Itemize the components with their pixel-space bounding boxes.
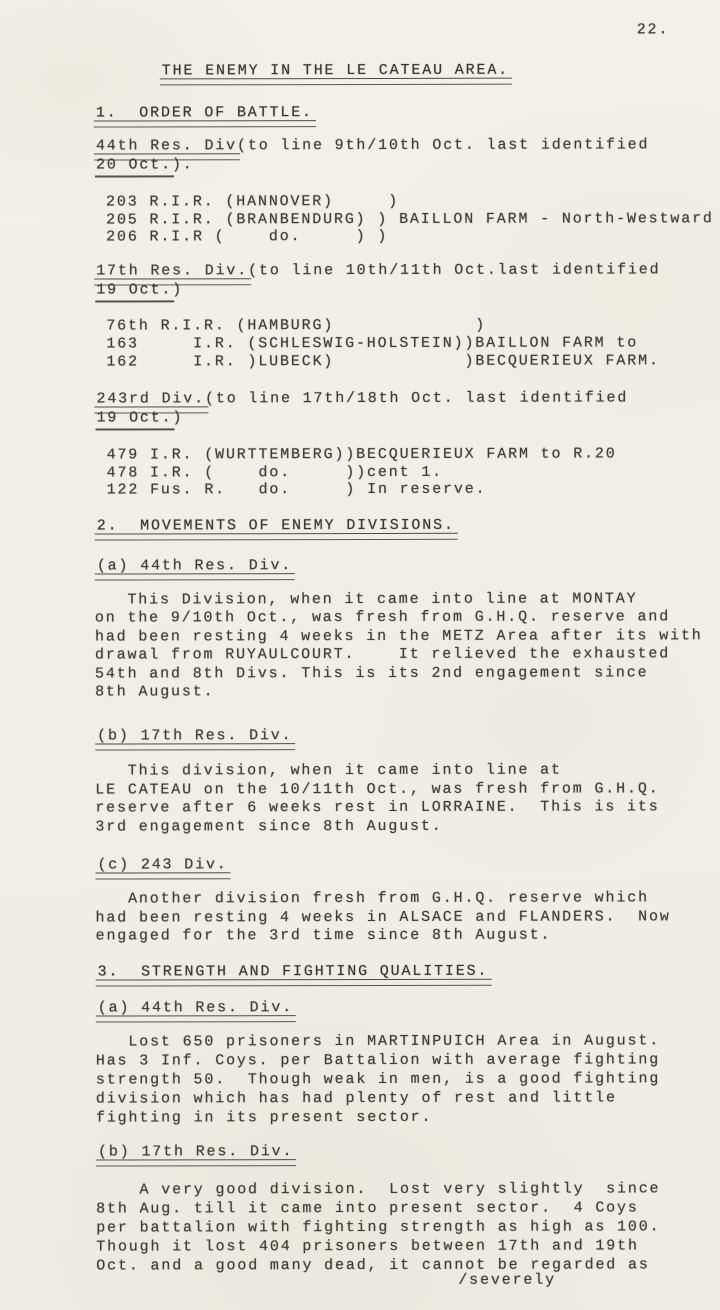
text-line: fighting in its present sector. xyxy=(95,1108,433,1127)
section-1-heading xyxy=(96,104,313,122)
document-title-text: THE ENEMY IN THE LE CATEAU AREA. xyxy=(161,61,510,80)
catchword: /severely xyxy=(458,1271,556,1289)
text-line: per battalion with fighting strength as high as 100. xyxy=(96,1218,661,1237)
division-17-heading-rest: (to line 10th/11th Oct.last identified xyxy=(248,261,661,280)
document-title xyxy=(162,62,509,81)
text-line: A very good division. Lost very slightly since xyxy=(96,1180,661,1199)
section-3-heading-text: 3. STRENGTH AND FIGHTING QUALITIES. xyxy=(97,962,489,981)
division-17-cont-rest: ) xyxy=(172,281,184,299)
division-44-cont-rest: ). xyxy=(171,156,194,174)
text-line: reserve after 6 weeks rest in LORRAINE. This is its xyxy=(95,798,660,817)
text-line: 3rd engagement since 8th August. xyxy=(95,817,443,836)
text-line: 162 I.R. )LUBECK) )BECQUERIEUX FARM. xyxy=(106,351,660,371)
paragraph-2b xyxy=(95,761,659,836)
paragraph-2c xyxy=(95,889,670,946)
text-line: This division, when it came into line at xyxy=(95,761,562,780)
text-line: division which has had plenty of rest and little xyxy=(95,1089,617,1108)
text-line: Another division fresh from G.H.Q. reserve which xyxy=(95,889,649,908)
paragraph-3a xyxy=(96,1031,660,1127)
division-17-heading-cont xyxy=(96,281,183,299)
division-44-heading-cont xyxy=(96,156,194,174)
section-3b-heading xyxy=(98,1143,293,1161)
paragraph-3b xyxy=(96,1180,660,1276)
division-44-cont-label: 20 Oct. xyxy=(95,156,172,174)
text-line: 122 Fus. R. do. ) In reserve. xyxy=(106,480,487,499)
division-44-heading xyxy=(96,136,649,155)
section-2c-heading xyxy=(97,856,227,874)
section-3a-heading xyxy=(98,999,293,1017)
text-line: 203 R.I.R. (HANNOVER) ) xyxy=(106,192,400,211)
text-line: 8th Aug. till it came into present sector. 4 Coys xyxy=(96,1199,639,1218)
text-line: had been resting 4 weeks in the METZ Area after its with xyxy=(94,627,703,646)
paragraph-2a xyxy=(95,590,703,702)
page-number: 22. xyxy=(636,21,670,39)
section-2-heading-text: 2. MOVEMENTS OF ENEMY DIVISIONS. xyxy=(96,516,455,535)
text-line: 163 I.R. (SCHLESWIG-HOLSTEIN))BAILLON FARM to xyxy=(106,334,639,353)
division-243-heading xyxy=(96,389,628,408)
regiment-list-243 xyxy=(107,445,617,499)
section-2b-heading xyxy=(97,727,292,745)
regiment-list-17 xyxy=(106,316,660,371)
text-line: LE CATEAU on the 10/11th Oct., was fresh from G.H.Q. xyxy=(95,779,660,799)
text-line: 76th R.I.R. (HAMBURG) ) xyxy=(106,316,487,335)
division-243-cont-rest: ) xyxy=(172,409,184,427)
division-44-label: 44th Res. Div xyxy=(95,137,238,155)
text-line: Has 3 Inf. Coys. per Battalion with average fighting xyxy=(95,1051,661,1070)
division-243-label: 243rd Div. xyxy=(96,390,205,408)
text-line: Though it lost 404 prisoners between 17th and 19th xyxy=(96,1237,639,1256)
text-line: 479 I.R. (WURTTEMBERG))BECQUERIEUX FARM to R.20 xyxy=(106,445,617,464)
section-3b-heading-text: (b) 17th Res. Div. xyxy=(98,1143,294,1161)
text-line: 205 R.I.R. (BRANBENDURG) ) BAILLON FARM - North-Westward xyxy=(106,209,714,229)
division-243-heading-cont xyxy=(96,409,183,427)
text-line: drawal from RUYAULCOURT. It relieved the exhausted xyxy=(94,645,671,664)
division-44-heading-rest: (to line 9th/10th Oct. last identified xyxy=(236,136,650,155)
division-243-cont-label: 19 Oct. xyxy=(96,409,173,427)
section-2a-heading xyxy=(97,557,292,575)
section-2-heading xyxy=(97,517,455,536)
text-line: had been resting 4 weeks in ALSACE and FLANDERS. Now xyxy=(95,907,671,927)
division-243-heading-rest: (to line 17th/18th Oct. last identified xyxy=(204,389,629,408)
text-line: 8th August. xyxy=(95,683,215,701)
text-line: 54th and 8th Divs. This is its 2nd engagement since xyxy=(95,664,649,683)
section-2c-heading-text: (c) 243 Div. xyxy=(97,856,228,874)
text-line: 206 R.I.R ( do. ) ) xyxy=(106,228,389,246)
text-line: on the 9/10th Oct., was fresh from G.H.Q. reserve and xyxy=(94,608,671,627)
division-17-label: 17th Res. Div. xyxy=(96,262,249,280)
text-line: 478 I.R. ( do. ))cent 1. xyxy=(106,463,444,482)
division-17-cont-label: 19 Oct. xyxy=(96,281,173,299)
section-3-heading xyxy=(98,963,489,982)
text-line: engaged for the 3rd time since 8th August. xyxy=(95,926,552,945)
section-2a-heading-text: (a) 44th Res. Div. xyxy=(96,557,293,575)
section-2b-heading-text: (b) 17th Res. Div. xyxy=(97,727,293,745)
regiment-list-44 xyxy=(106,192,714,246)
section-1-heading-text: 1. ORDER OF BATTLE. xyxy=(95,104,313,122)
text-line: This Division, when it came into line at MONTAY xyxy=(94,590,638,609)
text-line: Lost 650 prisoners in MARTINPUICH Area in August. xyxy=(95,1032,661,1051)
text-line: Oct. and a good many dead, it cannot be regarded as xyxy=(96,1256,650,1275)
section-3a-heading-text: (a) 44th Res. Div. xyxy=(97,999,294,1017)
text-line: strength 50. Though weak in men, is a good fighting xyxy=(95,1070,661,1089)
division-17-heading xyxy=(96,261,660,280)
